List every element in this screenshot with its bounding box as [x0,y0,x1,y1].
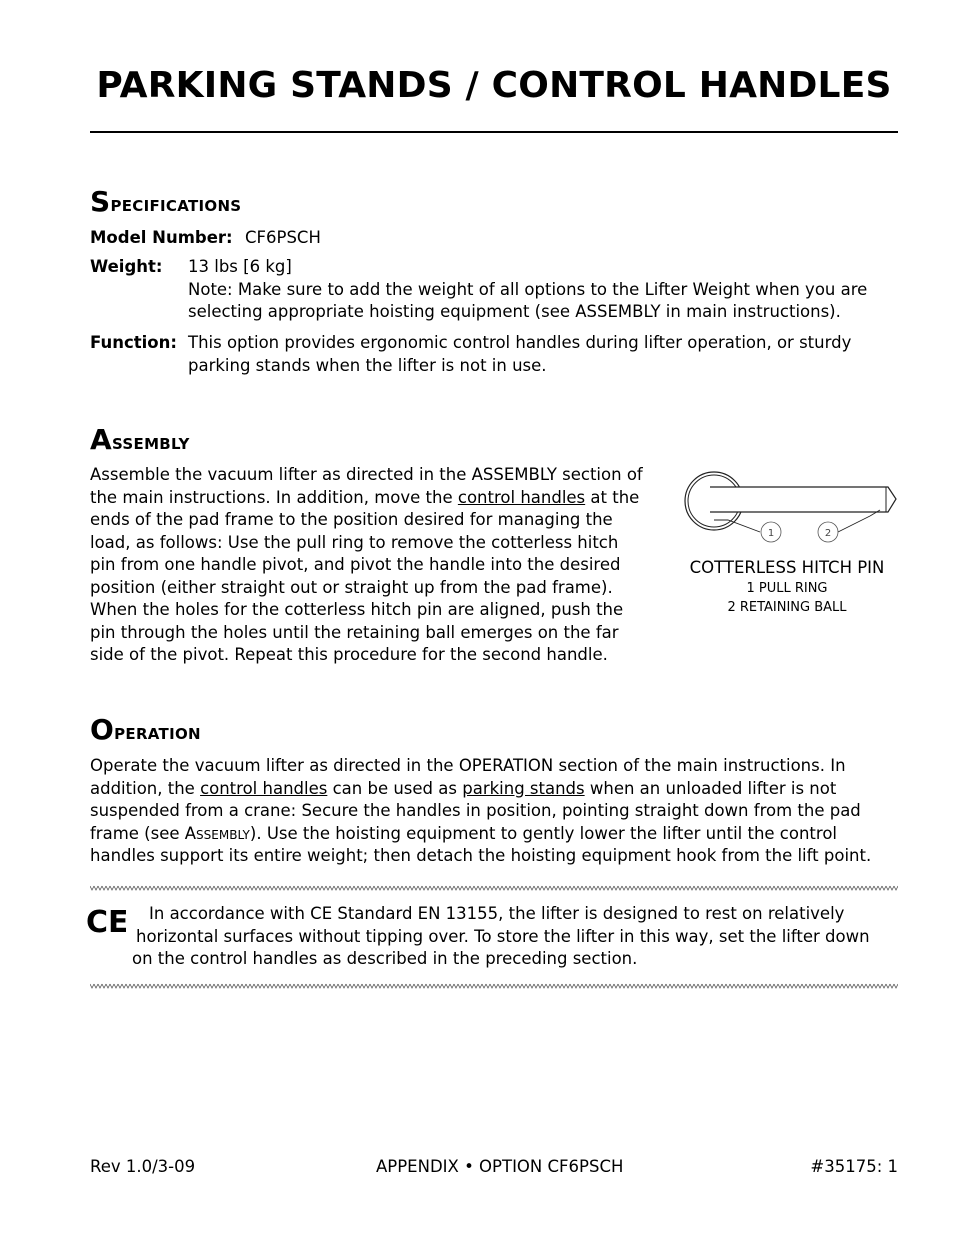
ce-note-line-3: on the control handles as described in the preceding section. [132,949,638,968]
note-top-divider [90,885,898,891]
operation-heading [90,715,201,747]
ce-mark-icon [86,904,126,938]
assembly-heading [90,425,190,457]
assembly-line-8: pin through the holes until the retaining ball emerges on the far [90,622,619,642]
model-number-label: Model Number: [90,228,233,247]
ce-mark [86,904,126,938]
footer-page-number: #35175: 1 [810,1157,898,1176]
operation-line-4 [90,823,898,846]
note-bottom-divider [90,983,898,989]
operation-heading-rest: peration [114,720,201,744]
parking-stands-link: parking stands [462,778,585,798]
assembly-line-9: side of the pivot. Repeat this procedure for the second handle. [90,645,608,664]
hitch-pin-figure [670,468,904,615]
operation-line-4-end: ). Use the hoisting equipment to gently lower the lifter until the control [249,823,837,843]
assembly-line-2-start: the main instructions. In addition, move the [90,487,458,507]
specifications-heading-rest: pecifications [110,192,242,216]
specifications-heading-cap: S [90,185,111,218]
operation-line-3: suspended from a crane: Secure the handles in position, pointing straight down from the pad [90,801,861,820]
ce-note-line-1: In accordance with CE Standard EN 13155, the lifter is designed to rest on relatively [149,904,845,923]
assembly-line-3: ends of the pad frame to the position desired for managing the [90,510,613,529]
assembly-line-2-end: at the [585,487,640,507]
callout-1-number: 1 [767,528,775,539]
operation-line-2-start: addition, the [90,778,201,798]
function-line-1: This option provides ergonomic control handles during lifter operation, or sturdy [188,333,852,352]
function-label: Function: [90,333,177,352]
control-handles-link-2: control handles [200,778,328,798]
weight-note-line-1: Note: Make sure to add the weight of all options to the Lifter Weight when you are [188,279,868,299]
title-rule [90,131,898,133]
ce-note-line-2: horizontal surfaces without tipping over. To store the lifter in this way, set the lifter down [136,926,870,946]
page-title: PARKING STANDS / CONTROL HANDLES [96,65,892,106]
ce-mark-text: CE [86,905,126,938]
operation-line-1: Operate the vacuum lifter as directed in the OPERATION section of the main instructions. In [90,756,846,775]
hitch-pin-diagram [670,468,904,548]
control-handles-link: control handles [457,487,586,507]
operation-line-4-start: frame (see [90,823,185,843]
model-number-value: CF6PSCH [245,228,321,247]
assembly-line-7: When the holes for the cotterless hitch pin are aligned, push the [90,600,624,619]
assembly-line-2 [90,487,660,510]
function-value [188,332,898,377]
operation-line-2-end: when an unloaded lifter is not [584,778,837,798]
operation-line-2-mid: can be used as [327,778,463,798]
operation-heading-cap: O [90,713,115,746]
footer-appendix: APPENDIX • OPTION CF6PSCH [376,1157,624,1176]
callout-2-number: 2 [824,528,832,539]
ce-note-text [132,903,898,971]
operation-paragraph [90,755,898,868]
footer-revision: Rev 1.0/3-09 [90,1157,196,1176]
assembly-reference: Assembly [184,823,250,843]
operation-line-2 [90,778,898,801]
weight-value [188,256,898,324]
figure-item-1: 1 PULL RING [746,581,828,596]
assembly-line-4: load, as follows: Use the pull ring to remove the cotterless hitch [90,532,619,552]
assembly-line-5: pin from one handle pivot, and pivot the handle into the desired [90,555,621,574]
figure-item-2: 2 RETAINING BALL [727,600,847,615]
function-line-2: parking stands when the lifter is not in use. [188,355,547,375]
figure-caption: COTTERLESS HITCH PIN [689,558,885,577]
weight-label: Weight: [90,257,163,276]
weight-line: 13 lbs [6 kg] [188,257,292,276]
assembly-paragraph [90,464,660,667]
assembly-heading-rest: ssembly [111,430,190,454]
operation-line-5: handles support its entire weight; then detach the hoisting equipment hook from the lift point. [90,846,872,865]
assembly-line-6: position (either straight out or straight up from the pad frame). [90,577,613,597]
specifications-heading [90,187,241,219]
assembly-heading-cap: A [90,423,112,456]
assembly-line-1: Assemble the vacuum lifter as directed in the ASSEMBLY section of [90,465,643,484]
weight-note-line-2: selecting appropriate hoisting equipment (see ASSEMBLY in main instructions). [188,302,841,321]
